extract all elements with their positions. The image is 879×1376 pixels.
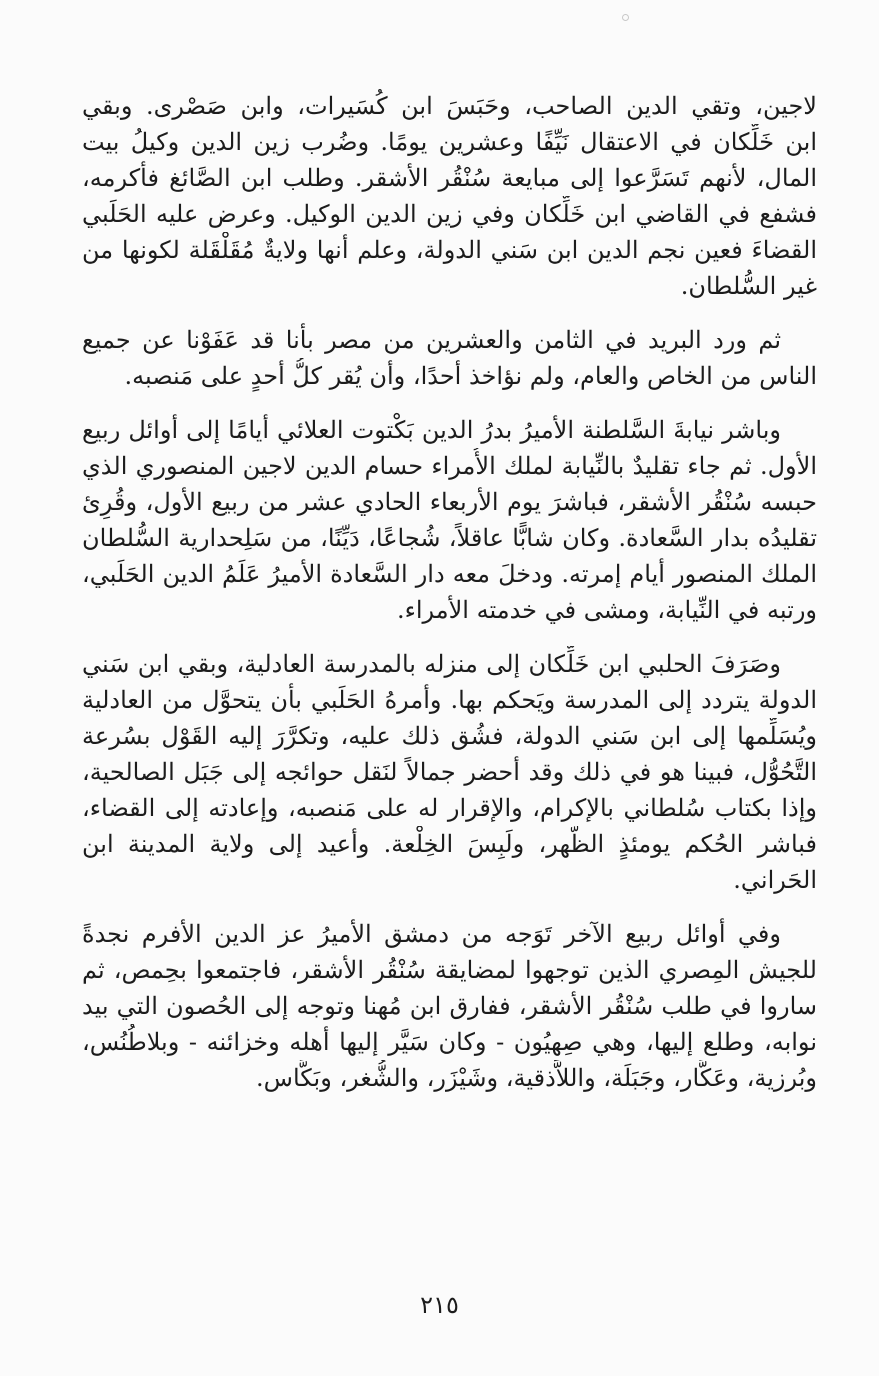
text-line: تقليدُه بدار السَّعادة. وكان شابًّا عاقلاً، شُجاعًا، دَيِّنًا، من سَلِحدارية السُّلطان bbox=[82, 524, 817, 552]
paragraph-1 bbox=[82, 88, 817, 304]
text-line: وبُرزية، وعَكَّار، وجَبَلَة، واللاَّذقية، وشَيْزَر، والشُّغر، وبَكَّاس. bbox=[256, 1064, 817, 1092]
text-line: نوابه، وطلع إليها، وهي صِهيُون - وكان سَيَّر إليها أهله وخزائنه - وبلاطُنُس، bbox=[82, 1028, 817, 1056]
text-line: لاجين، وتقي الدين الصاحب، وحَبَسَ ابن كُسَيرات، وابن صَصْرى. وبقي bbox=[82, 92, 817, 120]
paragraph-gap bbox=[82, 628, 817, 646]
text-line: وفي أوائل ربيع الآخر تَوَجه من دمشق الأميرُ عز الدين الأفرم نجدةً bbox=[82, 920, 781, 948]
text-line: وصَرَفَ الحلبي ابن خَلِّكان إلى منزله بالمدرسة العادلية، وبقي ابن سَني bbox=[82, 650, 781, 678]
paragraph-gap bbox=[82, 898, 817, 916]
text-line: الدولة يتردد إلى المدرسة ويَحكم بها. وأمرهُ الحَلَبي بأن يتحوَّل من العادلية bbox=[82, 686, 817, 714]
page-number: ٢١٥ bbox=[420, 1291, 459, 1319]
text-line: ورتبه في النِّيابة، ومشى في خدمته الأمراء. bbox=[396, 596, 817, 624]
paragraph-3 bbox=[82, 412, 817, 628]
text-line: الملك المنصور أيام إمرته. ودخلَ معه دار السَّعادة الأميرُ عَلَمُ الدين الحَلَبي، bbox=[82, 560, 817, 588]
paragraph-gap bbox=[82, 304, 817, 322]
text-line: القضاءَ فعين نجم الدين ابن سَني الدولة، وعلم أنها ولايةٌ مُقَلْقَلة لكونها من bbox=[82, 236, 817, 264]
text-line: ابن خَلِّكان في الاعتقال نَيِّفًا وعشرين يومًا. وضُرب زين الدين وكيلُ بيت bbox=[82, 128, 817, 156]
text-line: ويُسَلِّمها إلى ابن سَني الدولة، فشُق ذلك عليه، وتكرَّرَ إليه القَوْل بسُرعة bbox=[82, 722, 817, 750]
text-line: وإذا بكتاب سُلطاني بالإكرام، والإقرار له على مَنصبه، وإعادته إلى القضاء، bbox=[82, 794, 817, 822]
text-line: فشفع في القاضي ابن خَلِّكان وفي زين الدين الوكيل. وعرض عليه الحَلَبي bbox=[82, 200, 817, 228]
text-line: الأول. ثم جاء تقليدٌ بالنِّيابة لملك الأُمراء حسام الدين لاجين المنصوري الذي bbox=[82, 452, 817, 480]
text-line: غير السُّلطان. bbox=[680, 272, 817, 300]
text-line: للجيش المِصري الذين توجهوا لمضايقة سُنْقُر الأشقر، فاجتمعوا بحِمص، ثم bbox=[82, 956, 817, 984]
text-line: الحَراني. bbox=[733, 866, 817, 894]
paragraph-2 bbox=[82, 322, 817, 394]
text-line: وباشر نيابةَ السَّلطنة الأميرُ بدرُ الدين بَكْتوت العلائي أيامًا إلى أوائل ربيع bbox=[82, 416, 781, 444]
text-line: فباشر الحُكم يومئذٍ الظُّهر، ولَبِسَ الخِلْعة. وأعيد إلى ولاية المدينة ابن bbox=[82, 830, 817, 858]
text-line: ساروا في طلب سُنْقُر الأشقر، ففارق ابن مُهنا وتوجه إلى الحُصون التي بيد bbox=[82, 992, 817, 1020]
paragraph-gap bbox=[82, 394, 817, 412]
text-line: حبسه سُنْقُر الأشقر، فباشرَ يوم الأربعاء الحادي عشر من ربيع الأول، وقُرِئ bbox=[82, 488, 817, 516]
page-body bbox=[82, 88, 817, 1096]
text-line: الناس من الخاص والعام، ولم نؤاخذ أحدًا، وأن يُقر كلُّ أحدٍ على مَنصبه. bbox=[124, 362, 817, 390]
paragraph-5 bbox=[82, 916, 817, 1096]
paragraph-4 bbox=[82, 646, 817, 898]
paper-speck bbox=[622, 14, 629, 21]
text-line: المال، لأنهم تَسَرَّعوا إلى مبايعة سُنْقُر الأشقر. وطلب ابن الصَّائغ فأكرمه، bbox=[82, 164, 817, 192]
text-line: ثم ورد البريد في الثامن والعشرين من مصر بأنا قد عَفَوْنا عن جميع bbox=[82, 326, 781, 354]
text-line: التَّحُوُّل، فبينا هو في ذلك وقد أحضر جمالاً لنَقل حوائجه إلى جَبَل الصالحية، bbox=[82, 758, 817, 786]
